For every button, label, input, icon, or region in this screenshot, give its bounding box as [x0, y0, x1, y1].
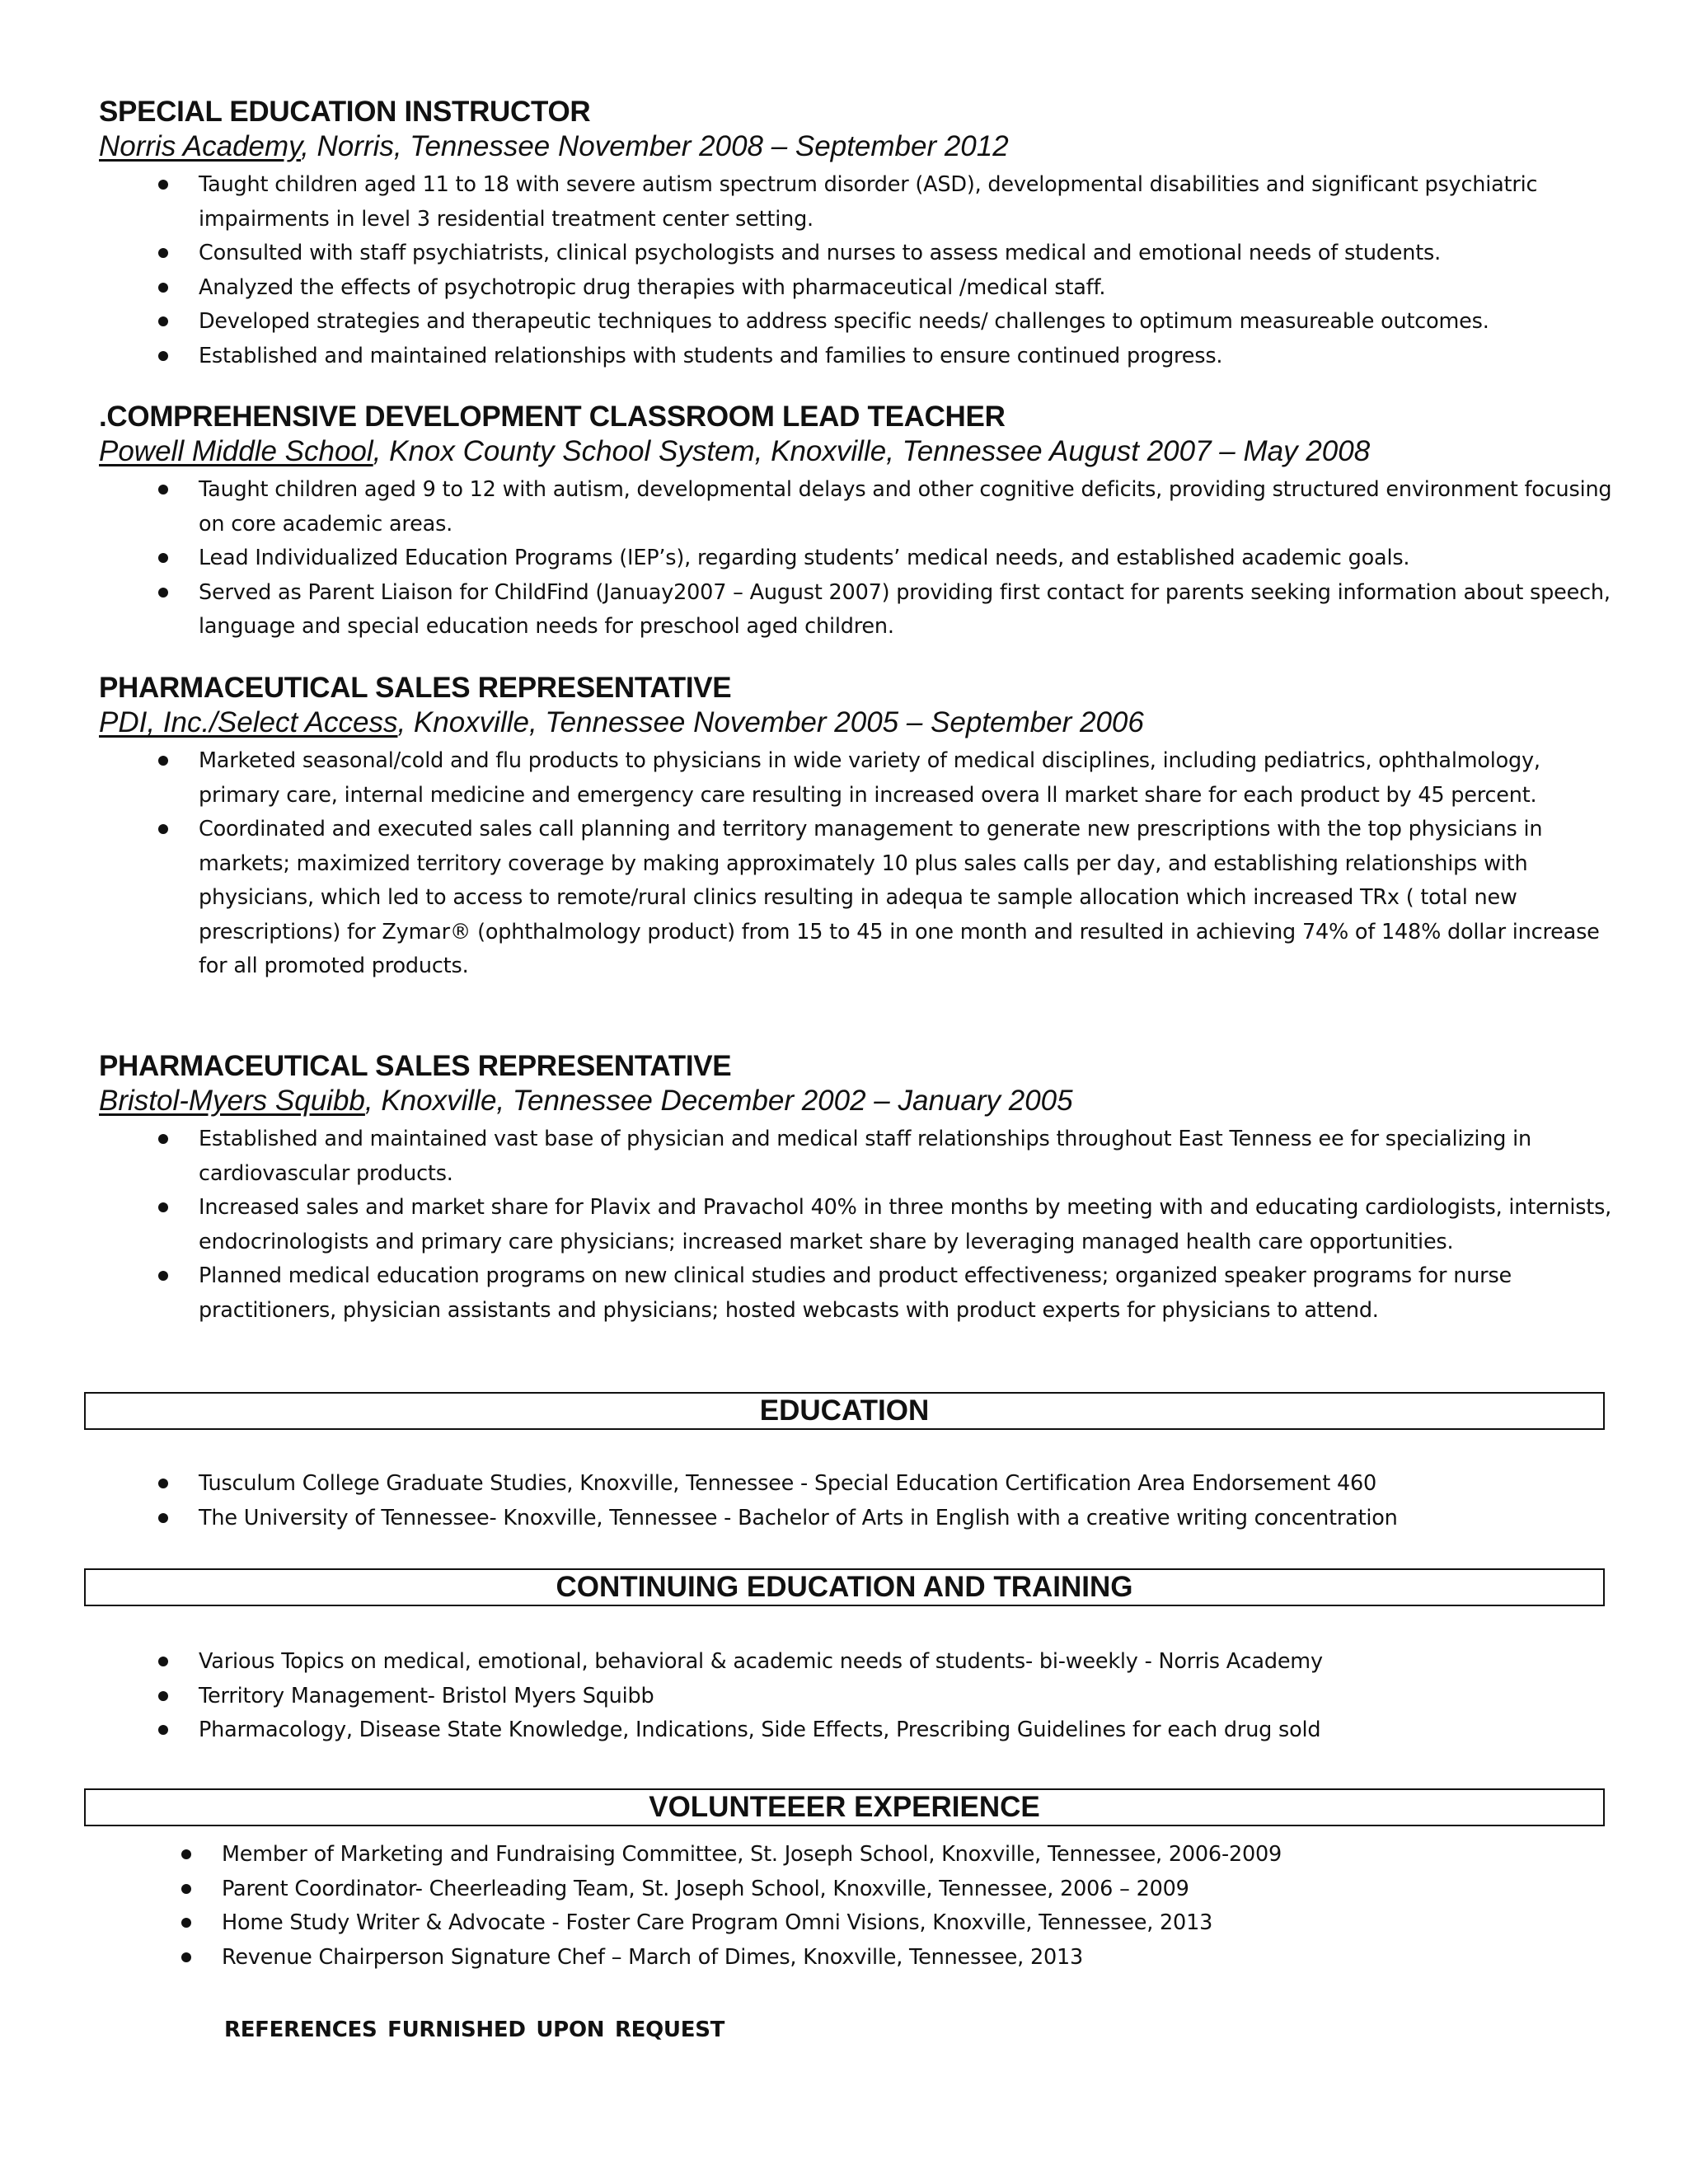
bullet-icon [158, 180, 168, 190]
company-name: Powell Middle School [99, 435, 373, 467]
list-item-text: Established and maintained vast base of physician and medical staff relationships throughout East Tenness ee for specializing in cardiovascular products. [199, 1127, 1531, 1186]
job-duties-list [99, 473, 1615, 644]
list-item [99, 1467, 1615, 1502]
continuing-education-list [99, 1645, 1615, 1748]
list-item [99, 237, 1615, 271]
bullet-icon [158, 316, 168, 326]
list-item-text: Lead Individualized Education Programs (IEP’s), regarding students’ medical needs, and established academic goals. [199, 546, 1410, 570]
company-name: Bristol-Myers Squibb [99, 1085, 365, 1117]
company-name: PDI, Inc./Select Access [99, 706, 398, 738]
job-title: PHARMACEUTICAL SALES REPRESENTATIVE [99, 672, 732, 704]
list-item-text: Taught children aged 11 to 18 with severe autism spectrum disorder (ASD), developmental disabilities and significant psychiatric impairments in level 3 residential treatment center setting. [199, 172, 1538, 232]
bullet-icon [158, 283, 168, 293]
list-item [99, 340, 1615, 374]
list-item [99, 1680, 1615, 1714]
section-heading: CONTINUING EDUCATION AND TRAINING [556, 1571, 1133, 1603]
bullet-icon [158, 1657, 168, 1666]
bullet-icon [158, 824, 168, 834]
list-item [122, 1838, 1639, 1872]
list-item-text: Marketed seasonal/cold and flu products to physicians in wide variety of medical disciplines, including pediatrics, ophthalmology, primary care, internal medicine and emergency care resulting in increased overa ll market share for each product by 45 percent. [199, 748, 1540, 808]
list-item [99, 1645, 1615, 1680]
list-item-text: Analyzed the effects of psychotropic drug therapies with pharmaceutical /medical staff. [199, 274, 1106, 300]
list-item [122, 1941, 1639, 1975]
list-item [99, 1502, 1615, 1536]
list-item [99, 576, 1615, 644]
job-title: SPECIAL EDUCATION INSTRUCTOR [99, 96, 591, 128]
list-item [99, 813, 1615, 984]
list-item-text: Parent Coordinator- Cheerleading Team, St. Joseph School, Knoxville, Tennessee, 2006 – 2009 [222, 1876, 1189, 1901]
list-item [99, 1191, 1615, 1259]
list-item-text: Revenue Chairperson Signature Chef – March of Dimes, Knoxville, Tennessee, 2013 [222, 1944, 1084, 1970]
bullet-icon [181, 1918, 191, 1928]
bullet-icon [158, 1134, 168, 1144]
job-employer-line [99, 705, 1615, 741]
bullet-icon [158, 756, 168, 766]
list-item-text: Planned medical education programs on new clinical studies and product effectiveness; organized speaker programs for nurse practitioners, physician assistants and physicians; hosted webcasts with product experts for physicians to attend. [199, 1263, 1512, 1323]
bullet-icon [158, 588, 168, 598]
list-item [99, 744, 1615, 813]
job-duties-list [99, 1122, 1615, 1328]
list-item-text: Home Study Writer & Advocate - Foster Care Program Omni Visions, Knoxville, Tennessee, 2013 [222, 1910, 1213, 1935]
job-entry-pdi-sales-rep [99, 672, 1615, 984]
bullet-icon [158, 1725, 168, 1735]
bullet-icon [158, 485, 168, 494]
job-title: PHARMACEUTICAL SALES REPRESENTATIVE [99, 1050, 732, 1082]
bullet-icon [181, 1884, 191, 1894]
section-heading: EDUCATION [759, 1394, 930, 1427]
list-item [99, 168, 1615, 237]
list-item [99, 1122, 1615, 1191]
list-item [99, 541, 1615, 576]
continuing-education-heading-box [84, 1568, 1605, 1606]
list-item-text: Pharmacology, Disease State Knowledge, Indications, Side Effects, Prescribing Guidelines for each drug sold [199, 1718, 1321, 1742]
job-duties-list [99, 744, 1615, 984]
list-item-text: Served as Parent Liaison for ChildFind (Januay2007 – August 2007) providing first contact for parents seeking information about speech, language and special education needs for preschool aged children. [199, 579, 1611, 639]
job-location-dates: , Knoxville, Tennessee November 2005 – September 2006 [397, 706, 1144, 738]
job-employer-line [99, 1083, 1615, 1119]
bullet-icon [158, 1691, 168, 1701]
volunteer-section [122, 1835, 1639, 1975]
bullet-icon [181, 1952, 191, 1962]
list-item-text: Established and maintained relationships with students and families to ensure continued progress. [199, 343, 1223, 368]
bullet-icon [158, 1271, 168, 1281]
job-location-dates: , Knox County School System, Knoxville, Tennessee August 2007 – May 2008 [373, 435, 1371, 467]
bullet-icon [158, 1479, 168, 1488]
bullet-icon [158, 1202, 168, 1212]
bullet-icon [158, 1513, 168, 1523]
job-entry-bms-sales-rep [99, 1050, 1615, 1328]
list-item [99, 271, 1615, 306]
section-heading: VOLUNTEEER EXPERIENCE [649, 1791, 1040, 1823]
job-employer-line [99, 434, 1615, 470]
list-item-text: Coordinated and executed sales call planning and territory management to generate new prescriptions with the top physicians in markets; maximized territory coverage by making approximately 10 plus sales calls per day, and establishing relationships with physicians, which led to access to remote/rural clinics resulting in adequa te sample allocation which increased TRx ( total new prescriptions) for Zymar® (ophthalmology product) from 15 to 45 in one month and resulted in achieving 74% of 148% dollar increase for all promoted products. [199, 817, 1600, 978]
education-heading-box [84, 1392, 1605, 1430]
bullet-icon [158, 351, 168, 361]
list-item-text: Consulted with staff psychiatrists, clinical psychologists and nurses to assess medical and emotional needs of students. [199, 241, 1442, 265]
list-item-text: Developed strategies and therapeutic techniques to address specific needs/ challenges to optimum measureable outcomes. [199, 309, 1489, 334]
list-item-text: Tusculum College Graduate Studies, Knoxville, Tennessee - Special Education Certification Area Endorsement 460 [199, 1471, 1377, 1496]
list-item-text: Increased sales and market share for Plavix and Pravachol 40% in three months by meeting with and educating cardiologists, internists, endocrinologists and primary care physicians; increased market share by leveraging managed health care opportunities. [199, 1195, 1612, 1254]
bullet-icon [181, 1849, 191, 1859]
education-section [99, 1464, 1615, 1535]
bullet-icon [158, 248, 168, 258]
company-name: Norris Academy [99, 130, 302, 162]
job-duties-list [99, 168, 1615, 373]
volunteer-list [122, 1838, 1639, 1975]
list-item-text: Territory Management- Bristol Myers Squibb [199, 1683, 654, 1708]
education-list [99, 1467, 1615, 1535]
list-item [99, 305, 1615, 340]
bullet-icon [158, 553, 168, 563]
continuing-education-section [99, 1642, 1615, 1748]
list-item [99, 473, 1615, 541]
job-employer-line [99, 129, 1615, 165]
list-item [122, 1872, 1639, 1907]
list-item [122, 1906, 1639, 1941]
list-item-text: Taught children aged 9 to 12 with autism, developmental delays and other cognitive deficits, providing structured environment focusing on core academic areas. [199, 477, 1612, 537]
list-item-text: Member of Marketing and Fundraising Committee, St. Joseph School, Knoxville, Tennessee, 2006-2009 [222, 1842, 1282, 1867]
volunteer-heading-box [84, 1788, 1605, 1826]
references-note: REFERENCES FURNISHED UPON REQUEST [224, 2018, 725, 2042]
list-item-text: The University of Tennessee- Knoxville, Tennessee - Bachelor of Arts in English with a creative writing concentration [199, 1505, 1398, 1530]
list-item [99, 1259, 1615, 1328]
list-item-text: Various Topics on medical, emotional, behavioral & academic needs of students- bi-weekly - Norris Academy [199, 1649, 1323, 1674]
job-location-dates: , Knoxville, Tennessee December 2002 – January 2005 [364, 1085, 1073, 1117]
job-entry-special-education-instructor [99, 96, 1615, 373]
job-entry-lead-teacher [99, 401, 1615, 644]
list-item [99, 1713, 1615, 1748]
job-title: .COMPREHENSIVE DEVELOPMENT CLASSROOM LEAD TEACHER [99, 401, 1006, 433]
job-location-dates: , Norris, Tennessee November 2008 – September 2012 [301, 130, 1009, 162]
